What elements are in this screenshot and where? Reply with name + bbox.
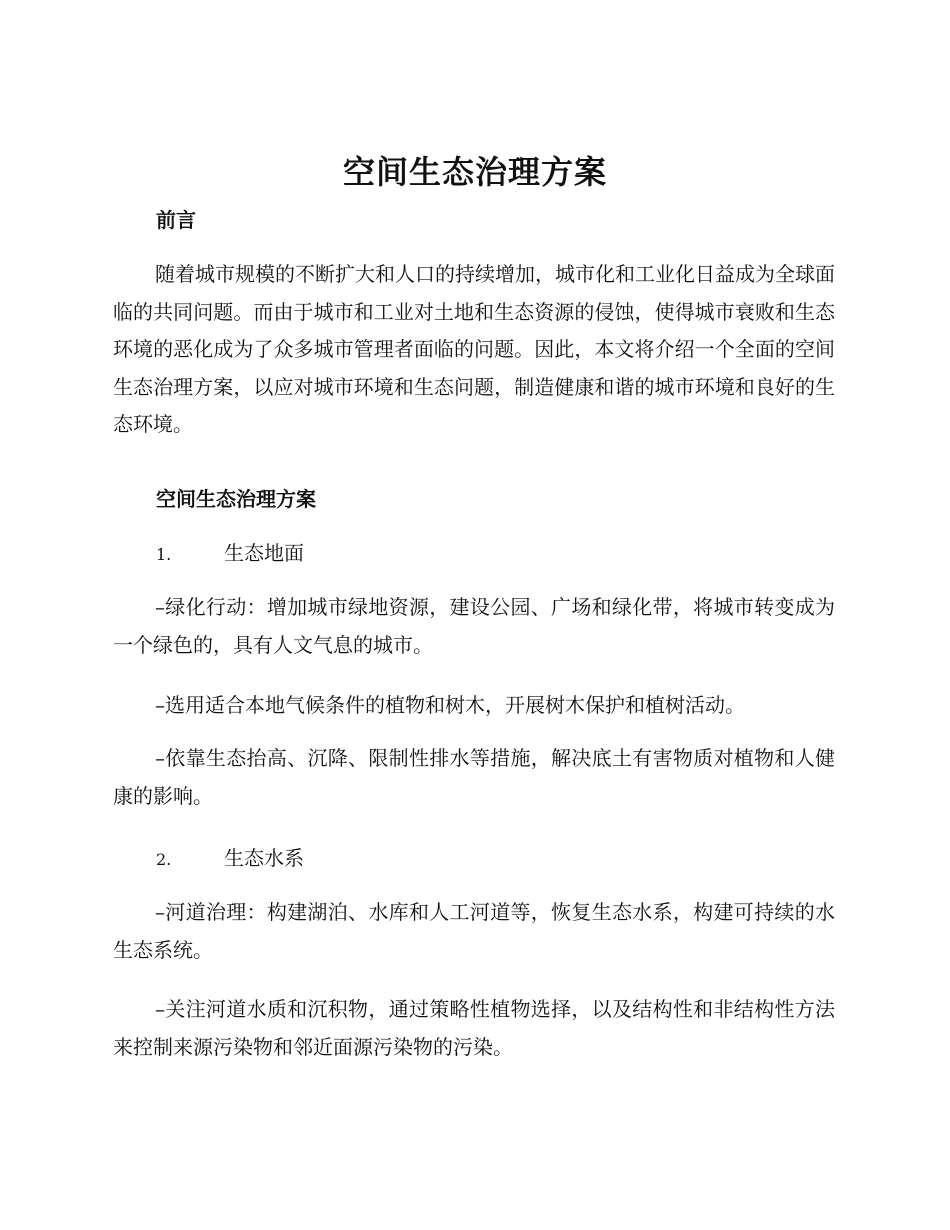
intro-paragraph: 随着城市规模的不断扩大和人口的持续增加，城市化和工业化日益成为全球面临的共同问题。而由于城市和工业对土地和生态资源的侵蚀，使得城市衰败和生态环境的恶化成为了众多城市管理者面临的问题。因此，本文将介绍一个全面的空间生态治理方案，以应对城市环境和生态问题，制造健康和谐的城市环境和良好的生态环境。 — [113, 262, 835, 436]
section-number: 1. — [156, 545, 172, 564]
section-heading-1 — [156, 538, 304, 570]
section-number: 2. — [156, 850, 172, 869]
intro-heading: 前言 — [156, 208, 196, 232]
list-item: –关注河道水质和沉积物，通过策略性植物选择，以及结构性和非结构性方法来控制来源污染物和邻近面源污染物的污染。 — [113, 997, 835, 1059]
section-title: 生态地面 — [224, 541, 304, 565]
section-heading-2 — [156, 843, 304, 875]
plan-heading: 空间生态治理方案 — [156, 487, 316, 511]
list-item: –河道治理：构建湖泊、水库和人工河道等，恢复生态水系，构建可持续的水生态系统。 — [113, 900, 835, 962]
list-item: –依靠生态抬高、沉降、限制性排水等措施，解决底土有害物质对植物和人健康的影响。 — [113, 746, 835, 808]
document-title: 空间生态治理方案 — [342, 153, 607, 191]
list-item: –绿化行动：增加城市绿地资源，建设公园、广场和绿化带，将城市转变成为一个绿色的，具有人文气息的城市。 — [113, 595, 835, 657]
list-item: –选用适合本地气候条件的植物和树木，开展树木保护和植树活动。 — [155, 693, 745, 717]
section-title: 生态水系 — [224, 846, 304, 870]
